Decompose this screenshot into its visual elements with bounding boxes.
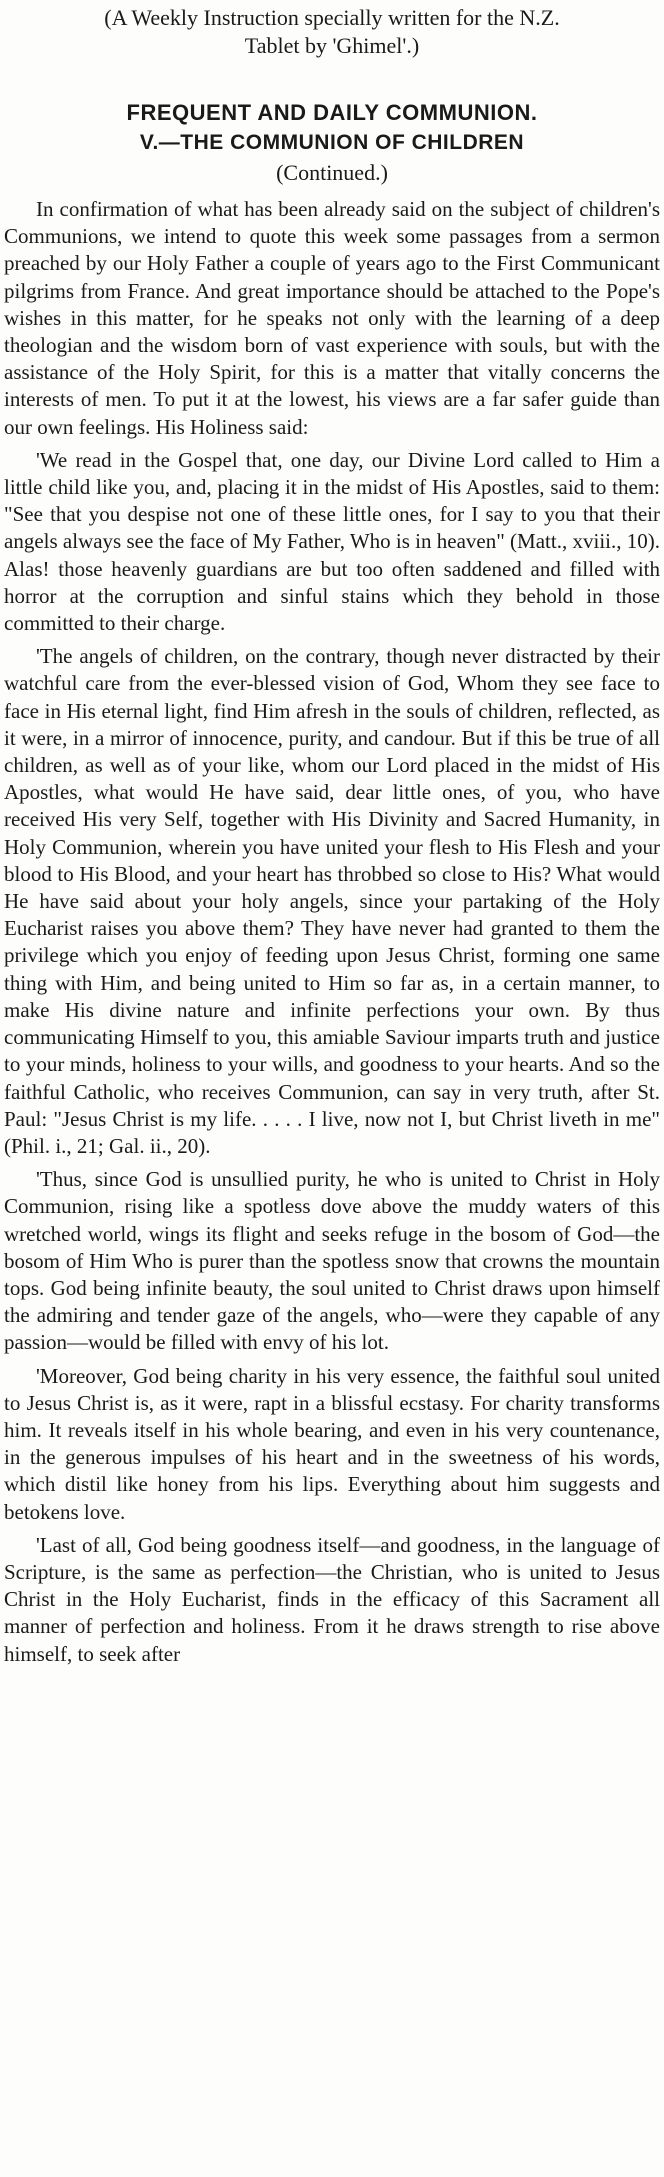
paragraph-1: In confirmation of what has been already said on the subject of children's Communions, we intend to quote this week some passages from a sermon preached by our Holy Father a couple of years ago to the First Communicant pilgrims from France. And great importance should be attached to the Pope's wishes in this matter, for he speaks not only with the learning of a deep theologian and the wisdom born of vast experience with souls, but with the assistance of the Holy Spirit, for this is a matter that vitally concerns the interests of men. To put it at the lowest, his views are a far safer guide than our own feelings. His Holiness said: <box>4 197 660 439</box>
article-title: FREQUENT AND DAILY COMMUNION. <box>126 100 538 125</box>
byline-intro-line-1: (A Weekly Instruction specially written for the N.Z. <box>104 5 560 30</box>
paragraph-4: 'Thus, since God is unsullied purity, he who is united to Christ in Holy Communion, rising like a spotless dove above the muddy waters of this wretched world, wings its flight and seeks refuge in the bosom of God—the bosom of Him Who is purer than the spotless snow that crowns the mountain tops. God being infinite beauty, the soul united to Christ draws upon himself the admiring and tender gaze of the angels, who—were they capable of any passion—would be filled with envy of his lot. <box>4 1167 660 1355</box>
continued-note: (Continued.) <box>276 160 388 185</box>
paragraph-3: 'The angels of children, on the contrary, though never distracted by their watchful care from the ever-blessed vision of God, Whom they see face to face in His eternal light, find Him afresh in the souls of children, reflected, as it were, in a mirror of innocence, purity, and candour. But if this be true of all children, as well as of your like, whom our Lord placed in the midst of His Apostles, what would He have said, dear little ones, of you, who have received His very Self, together with His Divinity and Sacred Humanity, in Holy Communion, wherein you have united your flesh to His Flesh and your blood to His Blood, and your heart has throbbed so close to His? What would He have said about your holy angels, since your partaking of the Holy Eucharist raises you above them? They have never had granted to them the privilege which you enjoy of feeding upon Jesus Christ, forming one same thing with Him, and being united to Him so far as, in a certain manner, to make His divine nature and infinite perfections your own. By thus communicating Himself to you, this amiable Saviour imparts truth and justice to your minds, holiness to your wills, and goodness to your hearts. And so the faithful Catholic, who receives Communion, can say in very truth, after St. Paul: "Jesus Christ is my life. . . . . I live, now not I, but Christ liveth in me" (Phil. i., 21; Gal. ii., 20). <box>4 644 660 1158</box>
paragraph-2: 'We read in the Gospel that, one day, our Divine Lord called to Him a little child like you, and, placing it in the midst of His Apostles, said to them: "See that you despise not one of these little ones, for I say to you that their angels always see the face of My Father, Who is in heaven" (Matt., xviii., 10). Alas! those heavenly guardians are but too often saddened and filled with horror at the corruption and sinful stains which they behold in those committed to their charge. <box>4 447 660 636</box>
article-subtitle: V.—THE COMMUNION OF CHILDREN <box>139 131 525 154</box>
paragraph-5: 'Moreover, God being charity in his very essence, the faithful soul united to Jesus Christ is, as it were, rapt in a blissful ecstasy. For charity transforms him. It reveals itself in his whole bearing, and even in his very countenance, in the generous impulses of his heart and in the sweetness of his words, which distil like honey from his lips. Everything about him suggests and betokens love. <box>4 1363 660 1524</box>
paragraph-6: 'Last of all, God being goodness itself—and goodness, in the language of Scripture, is the same as perfection—the Christian, who is united to Jesus Christ in the Holy Eucharist, finds in the efficacy of this Sacrament all manner of perfection and holiness. From it he draws strength to rise above himself, to seek after <box>4 1532 660 1666</box>
byline-intro-line-2: Tablet by 'Ghimel'.) <box>244 33 420 58</box>
